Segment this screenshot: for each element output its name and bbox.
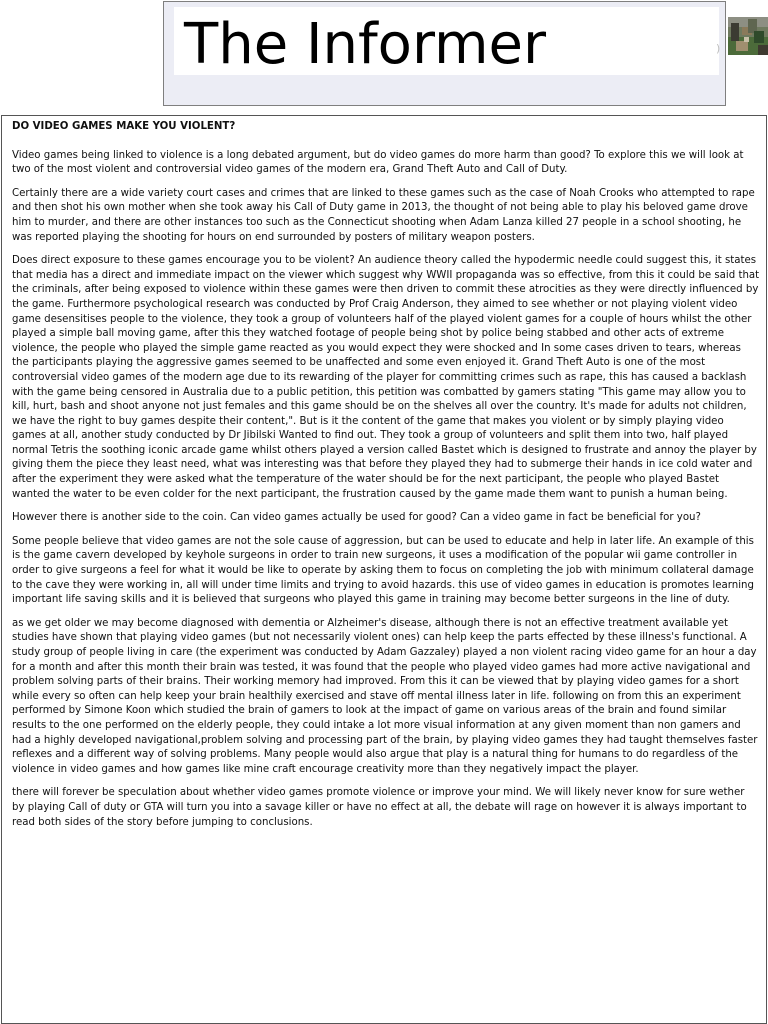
article-box xyxy=(1,115,767,1024)
article-paragraph: However there is another side to the coin. Can video games actually be used for good? Can a video game in fact be beneficial for you? xyxy=(12,512,701,524)
article-paragraph: as we get older we may become diagnosed with dementia or Alzheimer's disease, although there is not an effective treatment available yet studies have shown that playing video games (but not necessarily violent ones) can help keep the parts effected by these illness's functional. A study group of people living in care (the experiment was conducted by Adam Gazzaley) played a non violent racing video game for an hour a day for a month and after this month their brain was tested, it was found that the people who played video games had more active navigational and problem solving parts of their brains. Their working memory had improved. From this it can be viewed that by playing video games for a short while every so often can help keep your brain healthily exercised and stave off mental illness later in life. following on from this an experiment performed by Simone Koon which studied the brain of gamers to look at the impact of game on various areas of the brain and found similar results to the one performed on the elderly people, they could intake a lot more visual information at any given moment than non gamers and had a highly developed navigational,problem solving and processing part of the brain, by playing video games they had taught themselves faster reflexes and a different way of solving problems. Many people would also argue that play is a natural thing for humans to do regardless of the violence in video games and how games like mine craft encourage creativity more than they negatively impact the player. xyxy=(12,617,758,775)
newspaper-title: The Informer xyxy=(184,12,547,77)
article-paragraph: Does direct exposure to these games encourage you to be violent? An audience theory called the hypodermic needle could suggest this, it states that media has a direct and immediate impact on the viewer which suggest why WWII propaganda was so effective, from this it could be said that the criminals, after being exposed to violence within these games were then driven to commit these atrocities as they were directly influenced by the game. Furthermore psychological research was conducted by Prof Craig Anderson, they aimed to see whether or not playing violent video game desensitises people to the violence, they took a group of volunteers half of the played violent games for a couple of hours whilst the other played a simple ball moving game, after this they watched footage of people being shot by police being stabbed and other acts of extreme violence, the people who played the simple game reacted as you would expect they were shocked and In some cases driven to tears, whereas the participants playing the aggressive games seemed to be unaffected and some even enjoyed it. Grand Theft Auto is one of the most controversial video games of the modern age due to its rewarding of the player for committing crimes such as rape, this has caused a backlash with the game being censored in Australia due to a public petition, this petition was combatted by gamers stating "This game may allow you to kill, hurt, bash and shoot anyone not just females and this game should be on the shelves all over the country. It's made for adults not children, we have the right to buy games despite their content,". But is it the content of the game that makes you violent or by simply playing video games at all, another study conducted by Dr Jibilski Wanted to find out. They took a group of volunteers and split them into two, half played normal Tetris the soothing iconic arcade game whilst others played a version called Bastet which is designed to frustrate and annoy the player by giving them the piece they least need, what was interesting was that before they played they had to submerge their hands in ice cold water and after the experiment they were asked what the temperature of the water should be for the next participant, the people who played Bastet wanted the water to be even colder for the next participant, the frustration caused by the game made them want to punish a human being. xyxy=(12,255,760,500)
article-paragraph: Certainly there are a wide variety court cases and crimes that are linked to these games such as the case of Noah Crooks who attempted to rape and then shot his own mother when she took away his Call of Duty game in 2013, the thought of not being able to play his beloved game drove him to murder, and there are other instances too such as the Connecticut shooting when Adam Lanza killed 27 people in a school shooting, he was reported playing the shooting for hours on end surrounded by posters of military weapon posters. xyxy=(12,187,755,243)
masthead-title-area xyxy=(174,7,719,75)
article-paragraph: there will forever be speculation about whether video games promote violence or improve your mind. We will likely never know for sure wether by playing Call of duty or GTA will turn you into a savage killer or have no effect at all, the debate will rage on however it is always important to read both sides of the story before jumping to conclusions. xyxy=(12,787,747,828)
masthead-text-fragment: ) xyxy=(716,42,721,55)
article-body xyxy=(12,120,760,839)
game-screenshot-thumbnail xyxy=(728,17,768,55)
masthead-image xyxy=(728,17,768,55)
article-paragraph: Some people believe that video games are not the sole cause of aggression, but can be used to educate and help in later life. An example of this is the game cavern developed by keyhole surgeons in order to train new surgeons, it uses a modification of the popular wii game controller in order to give surgeons a feel for what it would be like to operate by asking them to focus on completing the job with minimum collateral damage to the cave they were working in, all will under time limits and trying to avoid hazards. this use of video games in education is promotes learning important life saving skills and it is believed that surgeons who played this game in training may become better surgeons in the line of duty. xyxy=(12,535,754,606)
article-paragraph: Video games being linked to violence is a long debated argument, but do video games do more harm than good? To explore this we will look at two of the most violent and controversial video games of the modern era, Grand Theft Auto and Call of Duty. xyxy=(12,149,744,176)
article-headline: DO VIDEO GAMES MAKE YOU VIOLENT? xyxy=(12,121,236,132)
masthead-box xyxy=(163,1,726,106)
